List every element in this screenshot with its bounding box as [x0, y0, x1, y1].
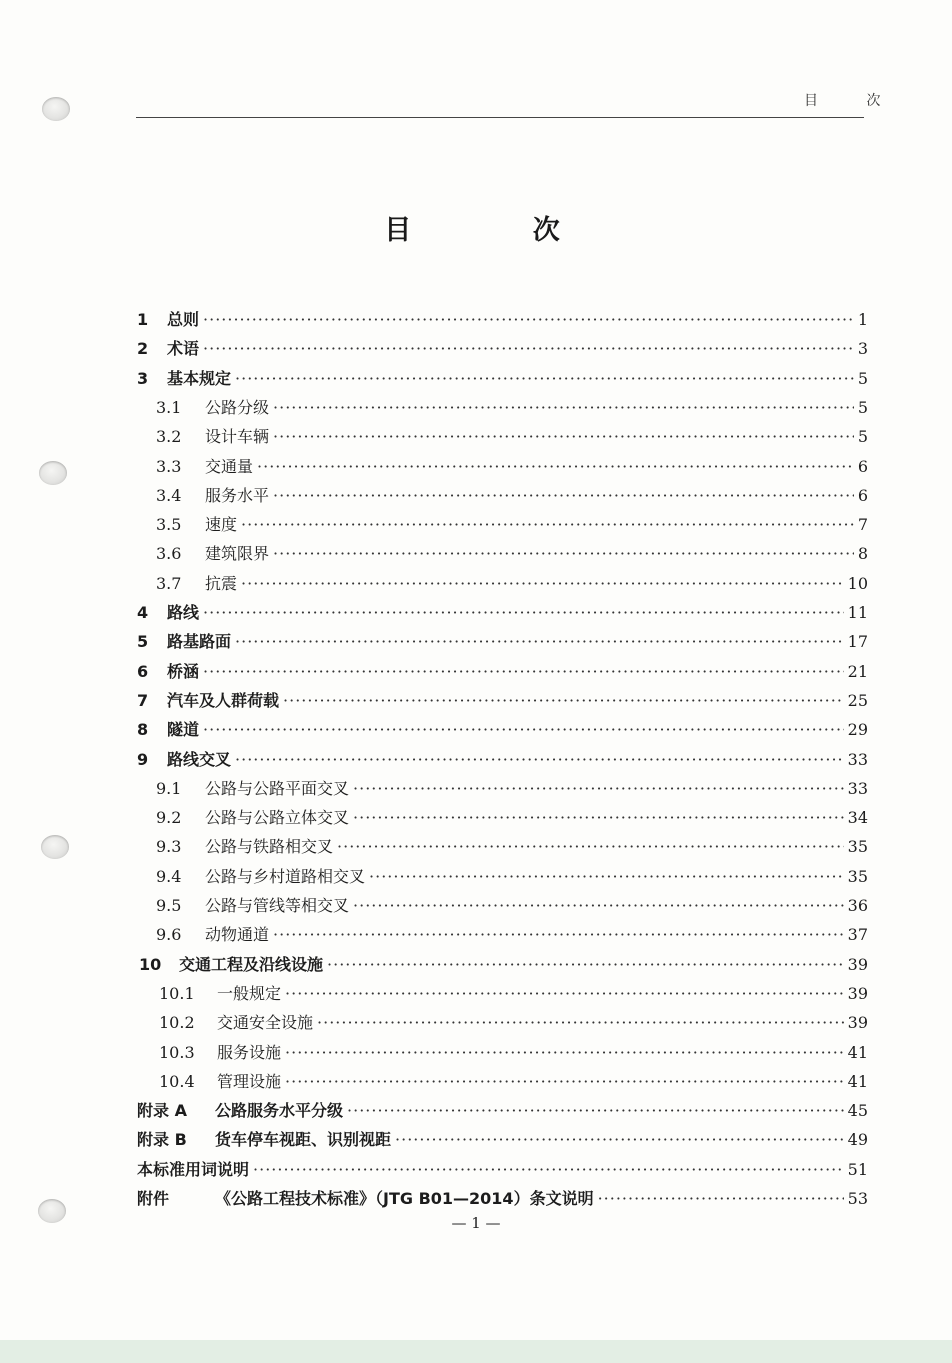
- toc-entry-number: 9.3: [156, 837, 182, 856]
- toc-entry-page: 1: [857, 310, 868, 329]
- dot-leader: [598, 1189, 844, 1208]
- toc-entry-number: 1: [137, 310, 149, 329]
- dot-leader: [369, 867, 844, 886]
- toc-entry-number: 9.1: [156, 779, 182, 798]
- toc-entry-page: 17: [847, 632, 868, 651]
- toc-entry[interactable]: [156, 864, 868, 888]
- dot-leader: [241, 574, 844, 593]
- toc-entry[interactable]: [159, 1040, 868, 1064]
- toc-entry-label: 速度: [205, 515, 238, 534]
- toc-entry-page: 33: [847, 779, 868, 798]
- toc-entry-number: 10.4: [159, 1072, 195, 1091]
- toc-entry-page: 36: [847, 896, 868, 915]
- toc-entry-number: 5: [137, 632, 149, 651]
- toc-entry-page: 6: [857, 486, 868, 505]
- toc-entry-page: 41: [847, 1043, 868, 1062]
- toc-entry[interactable]: [137, 1157, 868, 1181]
- toc-entry-label: 总则: [167, 310, 200, 329]
- dot-leader: [203, 339, 854, 358]
- toc-entry-number: 10.1: [159, 984, 195, 1003]
- toc-entry[interactable]: [156, 805, 868, 829]
- toc-entry-number: 9.5: [156, 896, 182, 915]
- toc-entry-page: 37: [847, 925, 868, 944]
- toc-entry[interactable]: [156, 395, 868, 419]
- toc-entry[interactable]: [159, 1010, 868, 1034]
- toc-entry-number: 9: [137, 750, 149, 769]
- page-title: 目 次: [384, 215, 616, 246]
- toc-entry[interactable]: [137, 600, 868, 624]
- dot-leader: [203, 720, 844, 739]
- toc-entry-label: 隧道: [167, 720, 200, 739]
- toc-entry-label: 交通工程及沿线设施: [179, 955, 324, 974]
- toc-entry-number: 3.3: [156, 457, 182, 476]
- running-head: 目 次: [804, 93, 903, 109]
- toc-entry-page: 39: [847, 984, 868, 1003]
- toc-entry-number: 10.2: [159, 1013, 195, 1032]
- toc-entry-number: 6: [137, 662, 149, 681]
- toc-entry-label: 交通安全设施: [217, 1013, 314, 1032]
- dot-leader: [327, 955, 844, 974]
- toc-entry-label: 设计车辆: [205, 427, 270, 446]
- toc-entry-label: 路线交叉: [167, 750, 232, 769]
- toc-entry-number: 3.4: [156, 486, 182, 505]
- toc-entry-number: 3.7: [156, 574, 182, 593]
- dot-leader: [241, 515, 854, 534]
- toc-entry[interactable]: [156, 893, 868, 917]
- toc-entry-label: 服务设施: [217, 1043, 282, 1062]
- toc-entry[interactable]: [137, 1186, 868, 1210]
- toc-entry[interactable]: [137, 307, 868, 331]
- toc-entry-page: 53: [847, 1189, 868, 1208]
- toc-entry-page: 5: [857, 427, 868, 446]
- toc-entry-page: 39: [847, 955, 868, 974]
- toc-entry-number: 8: [137, 720, 149, 739]
- toc-entry-page: 6: [857, 457, 868, 476]
- toc-entry-label: 公路与乡村道路相交叉: [205, 867, 366, 886]
- dot-leader: [273, 544, 854, 563]
- toc-entry-page: 45: [847, 1101, 868, 1120]
- dot-leader: [203, 662, 844, 681]
- toc-entry[interactable]: [156, 834, 868, 858]
- toc-entry[interactable]: [137, 336, 868, 360]
- toc-entry[interactable]: [137, 747, 868, 771]
- dot-leader: [273, 925, 844, 944]
- toc-entry-number: 2: [137, 339, 149, 358]
- toc-entry[interactable]: [137, 717, 868, 741]
- dot-leader: [337, 837, 844, 856]
- dot-leader: [235, 750, 844, 769]
- toc-entry[interactable]: [159, 1069, 868, 1093]
- toc-entry[interactable]: [137, 1127, 868, 1151]
- toc-entry-page: 11: [847, 603, 868, 622]
- dot-leader: [273, 427, 854, 446]
- scan-bottom-strip: [0, 1340, 952, 1363]
- toc-entry[interactable]: [137, 629, 868, 653]
- toc-entry-label: 交通量: [205, 457, 254, 476]
- toc-entry[interactable]: [159, 981, 868, 1005]
- toc-entry-number: 3.5: [156, 515, 182, 534]
- toc-entry-page: 41: [847, 1072, 868, 1091]
- toc-entry[interactable]: [156, 571, 868, 595]
- toc-entry-number: 10: [139, 955, 162, 974]
- toc-entry-label: 公路与公路立体交叉: [205, 808, 350, 827]
- toc-entry-page: 34: [847, 808, 868, 827]
- toc-entry-number: 10.3: [159, 1043, 195, 1062]
- toc-entry-page: 3: [857, 339, 868, 358]
- dot-leader: [285, 1072, 844, 1091]
- toc-entry-number: 3.6: [156, 544, 182, 563]
- dot-leader: [353, 896, 844, 915]
- toc-entry-page: 51: [847, 1160, 868, 1179]
- toc-entry-number: 附录 A: [137, 1101, 187, 1120]
- punch-hole-3: [41, 835, 69, 859]
- toc-entry-label: 公路与铁路相交叉: [205, 837, 334, 856]
- toc-entry-page: 35: [847, 837, 868, 856]
- dot-leader: [235, 369, 854, 388]
- toc-entry-label: 公路服务水平分级: [215, 1101, 344, 1120]
- page-number-footer: — 1 —: [451, 1214, 501, 1232]
- dot-leader: [273, 398, 854, 417]
- header-rule: [136, 117, 864, 118]
- dot-leader: [285, 984, 844, 1003]
- toc-entry[interactable]: [156, 454, 868, 478]
- toc-entry-label: 服务水平: [205, 486, 270, 505]
- toc-entry-page: 29: [847, 720, 868, 739]
- toc-entry[interactable]: [137, 688, 868, 712]
- toc-entry-page: 25: [847, 691, 868, 710]
- toc-entry-page: 10: [847, 574, 868, 593]
- toc-entry-label: 路线: [167, 603, 200, 622]
- dot-leader: [353, 808, 844, 827]
- toc-entry[interactable]: [156, 483, 868, 507]
- toc-entry-label: 《公路工程技术标准》（JTG B01—2014）条文说明: [215, 1189, 594, 1208]
- toc-entry-label: 公路与公路平面交叉: [205, 779, 350, 798]
- toc-entry[interactable]: [137, 1098, 868, 1122]
- toc-entry-number: 4: [137, 603, 149, 622]
- toc-entry[interactable]: [156, 512, 868, 536]
- toc-entry-number: 附件: [137, 1189, 170, 1208]
- dot-leader: [317, 1013, 844, 1032]
- dot-leader: [257, 457, 854, 476]
- dot-leader: [283, 691, 844, 710]
- dot-leader: [353, 779, 844, 798]
- toc-entry-label: 动物通道: [205, 925, 270, 944]
- toc-entry-number: 3.1: [156, 398, 182, 417]
- toc-entry-page: 49: [847, 1130, 868, 1149]
- toc-entry-page: 21: [847, 662, 868, 681]
- toc-entry-page: 5: [857, 369, 868, 388]
- toc-entry-number: 3: [137, 369, 149, 388]
- punch-hole-2: [39, 461, 67, 485]
- toc-entry-label: 货车停车视距、识别视距: [215, 1130, 392, 1149]
- toc-entry-number: 3.2: [156, 427, 182, 446]
- toc-entry-page: 8: [857, 544, 868, 563]
- toc-entry-page: 35: [847, 867, 868, 886]
- dot-leader: [273, 486, 854, 505]
- dot-leader: [235, 632, 844, 651]
- toc-entry-label: 桥涵: [167, 662, 200, 681]
- toc-entry-number: 9.4: [156, 867, 182, 886]
- toc-entry-label: 公路分级: [205, 398, 270, 417]
- dot-leader: [347, 1101, 844, 1120]
- toc-entry-label: 路基路面: [167, 632, 232, 651]
- toc-entry-number: 附录 B: [137, 1130, 187, 1149]
- toc-entry-label: 建筑限界: [205, 544, 270, 563]
- toc-entry[interactable]: [137, 366, 868, 390]
- toc-entry-label: 本标准用词说明: [137, 1160, 250, 1179]
- punch-hole-1: [42, 97, 70, 121]
- toc-entry-label: 术语: [167, 339, 200, 358]
- toc-entry-label: 抗震: [205, 574, 238, 593]
- toc-entry-label: 一般规定: [217, 984, 282, 1003]
- toc-entry-page: 39: [847, 1013, 868, 1032]
- dot-leader: [203, 603, 844, 622]
- dot-leader: [253, 1160, 844, 1179]
- toc-entry-label: 管理设施: [217, 1072, 282, 1091]
- toc-entry[interactable]: [139, 952, 868, 976]
- dot-leader: [285, 1043, 844, 1062]
- toc-entry-number: 9.2: [156, 808, 182, 827]
- toc-entry[interactable]: [137, 659, 868, 683]
- toc-entry-number: 7: [137, 691, 149, 710]
- toc-entry-label: 公路与管线等相交叉: [205, 896, 350, 915]
- toc-entry-page: 7: [857, 515, 868, 534]
- toc-entry[interactable]: [156, 776, 868, 800]
- toc-entry-label: 汽车及人群荷载: [167, 691, 280, 710]
- toc-entry-number: 9.6: [156, 925, 182, 944]
- toc-entry-page: 5: [857, 398, 868, 417]
- toc-entry-label: 基本规定: [167, 369, 232, 388]
- dot-leader: [203, 310, 854, 329]
- toc-entry-page: 33: [847, 750, 868, 769]
- toc-entry[interactable]: [156, 541, 868, 565]
- toc-entry[interactable]: [156, 424, 868, 448]
- toc-entry[interactable]: [156, 922, 868, 946]
- dot-leader: [395, 1130, 844, 1149]
